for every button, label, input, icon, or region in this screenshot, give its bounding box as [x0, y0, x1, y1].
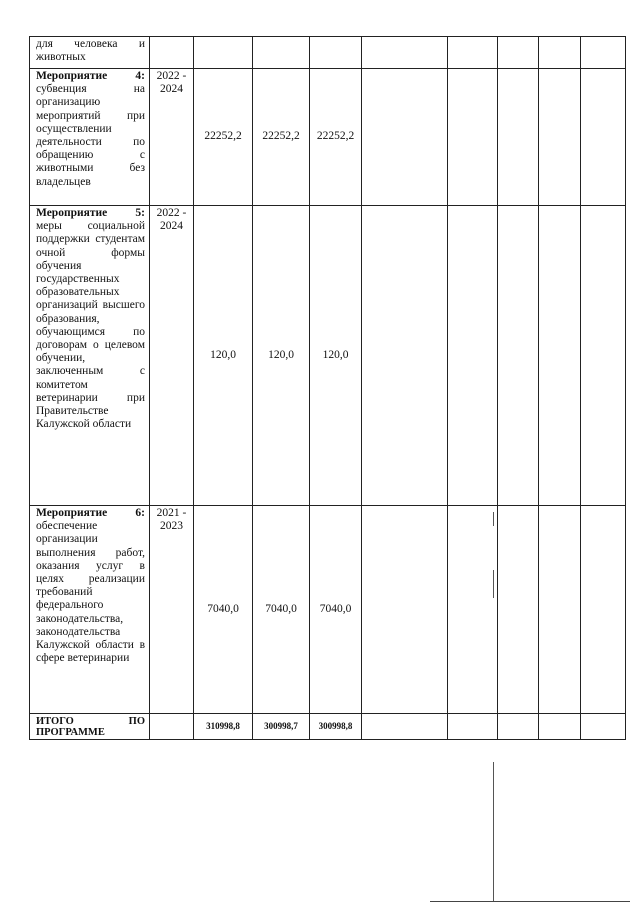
years-cell: 2022 - 2024	[150, 69, 194, 206]
empty-cell	[362, 37, 448, 69]
empty-cell	[310, 37, 362, 69]
years-cell: 2022 - 2024	[150, 206, 194, 506]
empty-cell	[448, 69, 498, 206]
value-cell: 120,0	[253, 206, 310, 506]
empty-cell	[498, 506, 539, 714]
table-row	[30, 506, 626, 714]
empty-cell	[539, 37, 581, 69]
measure-description: субвенция на организацию мероприятий при осуществлении деятельности по обращению с животными без владельцев	[36, 83, 145, 188]
value-cell: 22252,2	[253, 69, 310, 206]
scan-artifact-line	[493, 570, 494, 598]
table-row	[30, 206, 626, 506]
row-name-cell	[30, 37, 150, 69]
empty-cell	[253, 37, 310, 69]
scan-artifact-line	[493, 512, 494, 526]
measure-title: Мероприятие 5:	[36, 207, 145, 219]
empty-cell	[539, 714, 581, 740]
row-name-text: для человека и животных	[36, 38, 145, 64]
value-cell: 7040,0	[253, 506, 310, 714]
table-row	[30, 37, 626, 69]
value-cell: 7040,0	[310, 506, 362, 714]
empty-cell	[448, 206, 498, 506]
empty-cell	[448, 714, 498, 740]
total-value-cell: 310998,8	[194, 714, 253, 740]
empty-cell	[581, 69, 626, 206]
scan-artifact-line	[430, 901, 630, 902]
empty-cell	[448, 37, 498, 69]
measure-name-cell	[30, 206, 150, 506]
total-value-cell: 300998,8	[310, 714, 362, 740]
empty-cell	[498, 206, 539, 506]
measure-description: меры социальной поддержки студентам очной формы обучения государственных образовательных организаций высшего образования, обучающимся по договорам о целевом обучении, заключенным с комитетом ветеринарии при Правительстве Калужской области	[36, 220, 145, 431]
value-cell: 22252,2	[194, 69, 253, 206]
empty-cell	[150, 714, 194, 740]
empty-cell	[362, 506, 448, 714]
empty-cell	[539, 506, 581, 714]
total-label: ИТОГО ПО ПРОГРАММЕ	[30, 714, 150, 740]
total-row	[30, 714, 626, 740]
empty-cell	[362, 69, 448, 206]
measure-description: обеспечение организации выполнения работ, оказания услуг в целях реализации требований федерального законодательства, законодательства Калужской области в сфере ветеринарии	[36, 520, 145, 665]
value-cell: 22252,2	[310, 69, 362, 206]
total-value-cell: 300998,7	[253, 714, 310, 740]
empty-cell	[362, 714, 448, 740]
measure-title: Мероприятие 4:	[36, 70, 145, 82]
empty-cell	[150, 37, 194, 69]
empty-cell	[539, 69, 581, 206]
value-cell: 120,0	[194, 206, 253, 506]
measure-name-cell	[30, 69, 150, 206]
empty-cell	[498, 37, 539, 69]
table-row	[30, 69, 626, 206]
empty-cell	[581, 37, 626, 69]
program-budget-table	[29, 36, 626, 740]
empty-cell	[581, 506, 626, 714]
empty-cell	[362, 206, 448, 506]
measure-name-cell	[30, 506, 150, 714]
empty-cell	[581, 714, 626, 740]
empty-cell	[498, 69, 539, 206]
empty-cell	[448, 506, 498, 714]
scan-artifact-line	[493, 762, 494, 902]
empty-cell	[581, 206, 626, 506]
empty-cell	[194, 37, 253, 69]
empty-cell	[498, 714, 539, 740]
value-cell: 7040,0	[194, 506, 253, 714]
value-cell: 120,0	[310, 206, 362, 506]
years-cell: 2021 - 2023	[150, 506, 194, 714]
empty-cell	[539, 206, 581, 506]
measure-title: Мероприятие 6:	[36, 507, 145, 519]
